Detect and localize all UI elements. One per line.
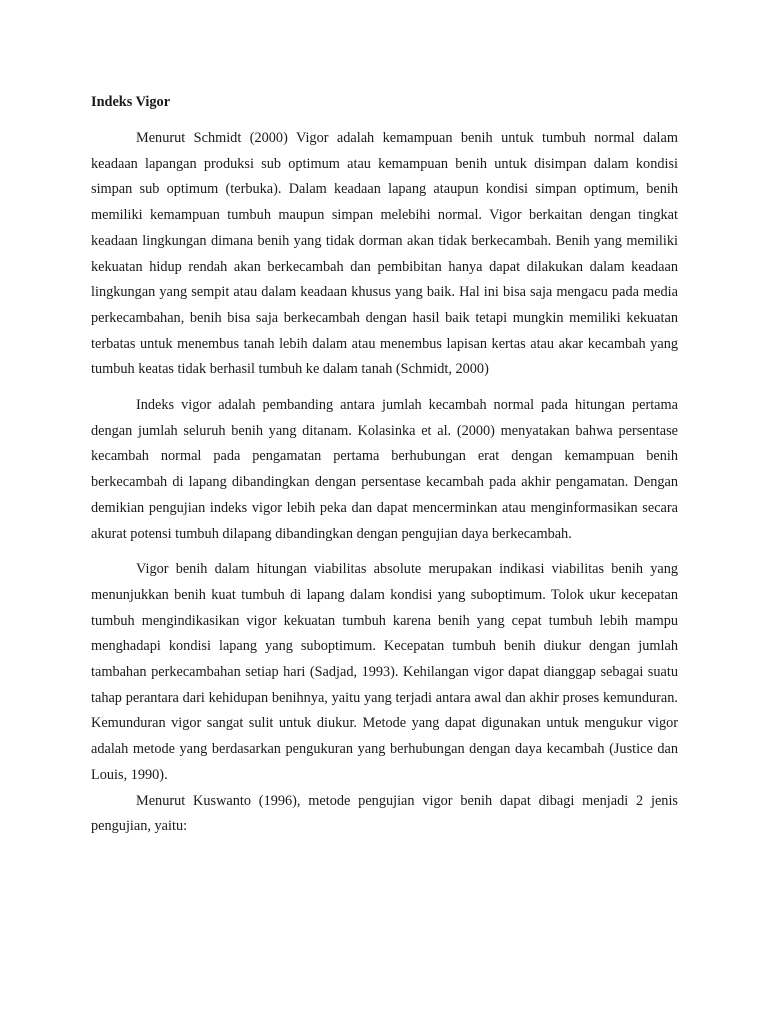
paragraph-schmidt: Menurut Schmidt (2000) Vigor adalah kemampuan benih untuk tumbuh normal dalam keadaan lapangan produksi sub optimum atau kemampuan benih untuk disimpan dalam kondisi simpan sub optimum (terbuka). Dalam keadaan lapang ataupun kondisi simpan optimum, benih memiliki kemampuan tumbuh maupun simpan melebihi normal. Vigor berkaitan dengan tingkat keadaan lingkungan dimana benih yang tidak dorman akan tidak berkecambah. Benih yang memiliki kekuatan hidup rendah akan berkecambah dan pembibitan hanya dapat dilakukan dalam keadaan lingkungan yang sempit atau dalam keadaan khusus yang baik. Hal ini bisa saja mengacu pada media perkecambahan, benih bisa saja berkecambah dengan hasil baik tetapi mungkin memiliki kekuatan terbatas untuk menembus tanah lebih dalam atau menembus lapisan kertas atau akar kecambah yang tumbuh keatas tidak berhasil tumbuh ke dalam tanah (Schmidt, 2000)	[91, 130, 678, 378]
document-page	[91, 88, 678, 840]
paragraph-kuswanto: Menurut Kuswanto (1996), metode pengujian vigor benih dapat dibagi menjadi 2 jenis pengujian, yaitu:	[91, 792, 678, 835]
paragraph-indeks-vigor: Indeks vigor adalah pembanding antara jumlah kecambah normal pada hitungan pertama dengan jumlah seluruh benih yang ditanam. Kolasinka et al. (2000) menyatakan bahwa persentase kecambah normal pada pengamatan pertama berhubungan erat dengan kemampuan benih berkecambah di lapang dibandingkan dengan persentase kecambah pada akhir pengamatan. Dengan demikian pengujian indeks vigor lebih peka dan dapat mencerminkan atau menginformasikan secara akurat potensi tumbuh dilapang dibandingkan dengan pengujian daya berkecambah.	[91, 397, 678, 542]
paragraph-vigor-benih: Vigor benih dalam hitungan viabilitas absolute merupakan indikasi viabilitas benih yang menunjukkan benih kuat tumbuh di lapang dalam kondisi yang suboptimum. Tolok ukur kecepatan tumbuh mengindikasikan vigor kekuatan tumbuh karena benih yang cepat tumbuh lebih mampu menghadapi kondisi lapang yang suboptimum. Kecepatan tumbuh benih diukur dengan jumlah tambahan perkecambahan setiap hari (Sadjad, 1993). Kehilangan vigor dapat dianggap sebagai suatu tahap perantara dari kehidupan benihnya, yaitu yang terjadi antara awal dan akhir proses kemunduran. Kemunduran vigor sangat sulit untuk diukur. Metode yang dapat digunakan untuk mengukur vigor adalah metode yang berdasarkan pengukuran yang berhubungan dengan daya kecambah (Justice dan Louis, 1990).	[91, 561, 678, 783]
section-heading: Indeks Vigor	[91, 94, 171, 110]
